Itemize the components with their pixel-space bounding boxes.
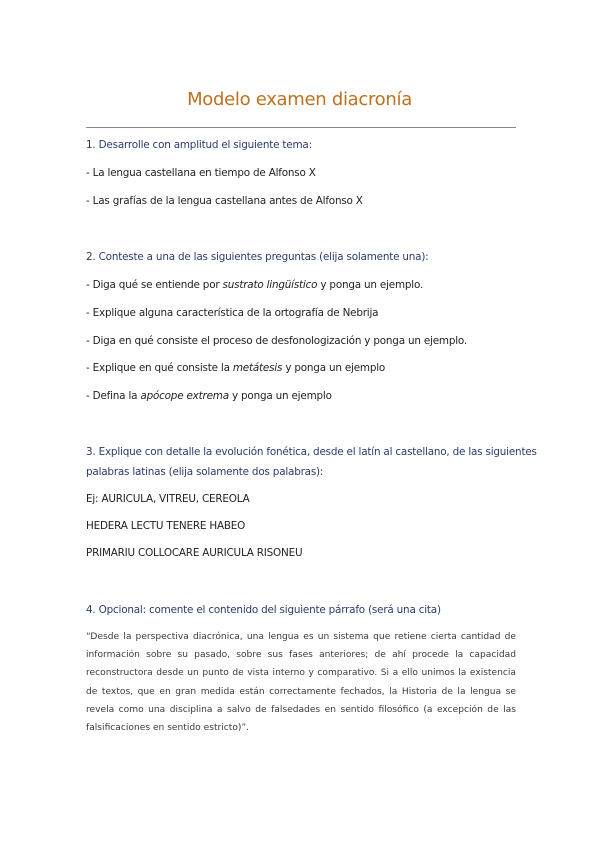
question-2-item-2: - Explique alguna característica de la ortografía de Nebrija: [86, 307, 379, 319]
q2-item-4-text-a: - Explique en qué consiste la: [86, 362, 233, 374]
question-4-quote: “Desde la perspectiva diacrónica, una lengua es un sistema que retiene cierta cantidad de información sobre su pasado, sobre sus fases anteriores; de ahí procede la capacidad reconstructora desde un punto de vista interno y comparativo. Si a ello unimos la existencia de textos, que en gran medida están correctamente fechados, la Historia de la lengua se revela como una disciplina a salvo de falsedades en sentido filosófico (a excepción de las falsificaciones en sentido estricto)”.: [86, 632, 516, 734]
q2-item-5-term: apócope extrema: [140, 390, 229, 402]
question-2-heading: 2. Conteste a una de las siguientes preguntas (elija solamente una):: [86, 251, 429, 263]
q2-item-1-text-a: - Diga qué se entiende por: [86, 279, 223, 291]
question-3-words-2: HEDERA LECTU TENERE HABEO: [86, 520, 246, 532]
q2-item-4-term: metátesis: [232, 362, 283, 374]
question-2-item-3: - Diga en qué consiste el proceso de desfonologización y ponga un ejemplo.: [86, 335, 467, 347]
question-3-heading-line-2: palabras latinas (elija solamente dos palabras):: [86, 466, 324, 478]
question-1-heading: 1. Desarrolle con amplitud el siguiente tema:: [86, 139, 312, 151]
document-title: Modelo examen diacronía: [187, 89, 412, 110]
question-1-item-1: - La lengua castellana en tiempo de Alfonso X: [86, 167, 316, 179]
q2-item-5-text-b: y ponga un ejemplo: [228, 390, 332, 402]
q2-item-4-text-b: y ponga un ejemplo: [282, 362, 386, 374]
q2-item-1-text-b: y ponga un ejemplo.: [317, 279, 424, 291]
q2-item-5-text-a: - Defina la: [86, 390, 141, 402]
question-2-item-1: [86, 279, 423, 291]
question-2-item-4: [86, 362, 385, 374]
question-4-heading: 4. Opcional: comente el contenido del siguiente párrafo (será una cita): [86, 604, 441, 616]
question-3-words-3: PRIMARIU COLLOCARE AURICULA RISONEU: [86, 547, 303, 559]
question-1-item-2: - Las grafías de la lengua castellana antes de Alfonso X: [86, 195, 363, 207]
title-divider: [86, 127, 516, 128]
question-3-words-1: Ej: AURICULA, VITREU, CEREOLA: [86, 493, 250, 505]
q2-item-1-term: sustrato lingüístico: [222, 279, 318, 291]
question-2-item-5: [86, 390, 332, 402]
question-3-heading-line-1: 3. Explique con detalle la evolución fonética, desde el latín al castellano, de las siguientes: [86, 446, 537, 458]
